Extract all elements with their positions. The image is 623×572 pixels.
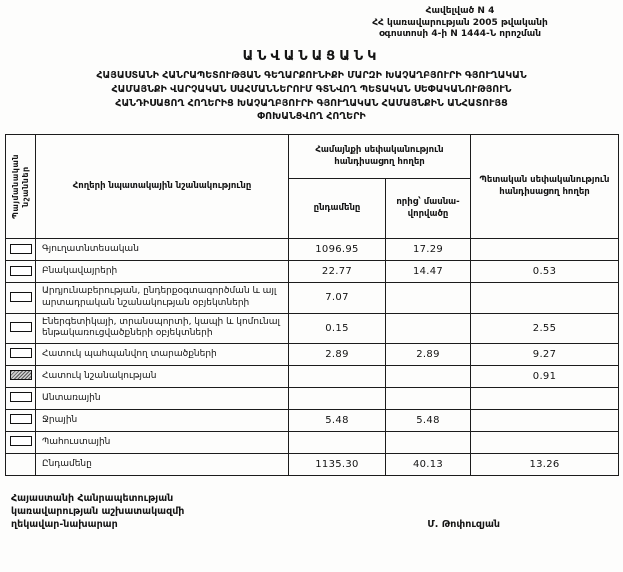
value-state-owned [471, 431, 619, 453]
appendix-line-1: Հավելված N 4 [425, 6, 495, 16]
legend-cell [6, 409, 36, 431]
value-state-owned [471, 283, 619, 313]
value-state-owned: 0.91 [471, 365, 619, 387]
legend-box-icon [10, 292, 32, 302]
subtitle-line: ՀԱՆԴԻՍԱՑՈՂ ՀՈՂԵՐԻՑ ԽԱՉԱՂԲՅՈՒՐԻ ԳՅՈՒՂԱԿԱՆ ՀԱՄԱՅՆՔԻՆ ԱՆՀԱՏՈՒՅՑ [115, 97, 508, 109]
legend-box-icon [10, 322, 32, 332]
value-state-owned: 0.53 [471, 261, 619, 283]
table-row [6, 239, 619, 261]
value-community-total [289, 431, 386, 453]
table-row [6, 343, 619, 365]
column-header-state: Պետական սեփականություն հանդիսացող հողեր [471, 135, 619, 239]
land-category-label: Բնակավայրերի [36, 261, 289, 283]
table-row [6, 283, 619, 313]
value-privatized: 40.13 [386, 453, 471, 475]
value-community-total: 7.07 [289, 283, 386, 313]
column-header-community-group: Համայնքի սեփականություն հանդիսացող հողեր [289, 135, 471, 179]
value-state-owned: 13.26 [471, 453, 619, 475]
table-row [6, 261, 619, 283]
land-category-label: Գյուղատնտեսական [36, 239, 289, 261]
column-header-total: ընդամենը [289, 179, 386, 239]
value-state-owned: 2.55 [471, 313, 619, 343]
legend-cell [6, 387, 36, 409]
value-privatized: 14.47 [386, 261, 471, 283]
appendix-line-3: օգոստոսի 4-ի N 1444-Ն որոշման [378, 29, 542, 40]
value-community-total: 1135.30 [289, 453, 386, 475]
column-header-legend [6, 135, 36, 239]
legend-cell [6, 261, 36, 283]
subtitle-line: ՀԱՄԱՅՆՔԻ ՎԱՐՉԱԿԱՆ ՍԱՀՄԱՆՆԵՐՈՒՄ ԳՏՆՎՈՂ ՊԵՏԱԿԱՆ ՍԵՓԱԿԱՆՈՒԹՅՈՒՆ [111, 83, 512, 95]
legend-cell [6, 343, 36, 365]
legend-cell [6, 431, 36, 453]
appendix-line-2: ՀՀ կառավարության 2005 թվականի [372, 17, 548, 28]
value-community-total: 2.89 [289, 343, 386, 365]
value-community-total: 1096.95 [289, 239, 386, 261]
table-row [6, 453, 619, 475]
signatory-title-line: կառավարության աշխատակազմի [11, 506, 185, 518]
signatory-title [11, 492, 184, 532]
table-header [6, 135, 619, 239]
value-community-total: 0.15 [289, 313, 386, 343]
value-community-total: 5.48 [289, 409, 386, 431]
legend-box-icon [10, 436, 32, 446]
land-category-label: Էներգետիկայի, տրանսպորտի, կապի և կոմունալ ենթակառուցվածքների օբյեկտների [36, 313, 289, 343]
value-privatized [386, 283, 471, 313]
signatory-title-line: ղեկավար-նախարար [11, 519, 118, 531]
column-header-purpose: Հողերի նպատակային նշանակությունը [36, 135, 289, 239]
land-category-label: Ջրային [36, 409, 289, 431]
table-body [6, 239, 619, 476]
signatory-name: Մ. Թոփուզյան [427, 519, 500, 531]
column-header-privatized: որից՝ մասնա-վորվածը [386, 179, 471, 239]
land-category-label: Ընդամենը [36, 453, 289, 475]
value-privatized: 2.89 [386, 343, 471, 365]
appendix-header [310, 6, 610, 41]
value-community-total [289, 365, 386, 387]
legend-box-icon [10, 348, 32, 358]
value-community-total: 22.77 [289, 261, 386, 283]
legend-box-icon [10, 244, 32, 254]
table-row [6, 431, 619, 453]
table-row [6, 313, 619, 343]
table-row [6, 387, 619, 409]
signature-block [5, 492, 618, 532]
value-privatized [386, 365, 471, 387]
legend-box-icon [10, 266, 32, 276]
land-category-label: Հատուկ պահպանվող տարածքների [36, 343, 289, 365]
value-privatized: 5.48 [386, 409, 471, 431]
table-row [6, 409, 619, 431]
document-subtitle [5, 69, 618, 124]
value-privatized: 17.29 [386, 239, 471, 261]
subtitle-line: ՀԱՅԱՍՏԱՆԻ ՀԱՆՐԱՊԵՏՈՒԹՅԱՆ ԳԵՂԱՐՔՈՒՆԻՔԻ ՄԱՐԶԻ ԽԱՉԱՂԲՅՈՒՐԻ ԳՅՈՒՂԱԿԱՆ [96, 70, 527, 82]
land-transfer-table [5, 134, 619, 476]
value-privatized [386, 313, 471, 343]
legend-cell [6, 365, 36, 387]
table-row [6, 365, 619, 387]
value-state-owned [471, 239, 619, 261]
legend-box-hatched-icon [10, 370, 32, 380]
value-community-total [289, 387, 386, 409]
value-state-owned [471, 409, 619, 431]
legend-box-icon [10, 414, 32, 424]
legend-box-icon [10, 392, 32, 402]
land-category-label: Պահուստային [36, 431, 289, 453]
document-title: ԱՆՎԱՆԱՑԱՆԿ [242, 49, 381, 65]
legend-cell [6, 313, 36, 343]
subtitle-line: ՓՈԽԱՆՑՎՈՂ ՀՈՂԵՐԻ [257, 111, 366, 123]
legend-cell [6, 239, 36, 261]
value-state-owned [471, 387, 619, 409]
land-category-label: Արդյունաբերության, ընդերքօգտագործման և այլ արտադրական նշանակության օբյեկտների [36, 283, 289, 313]
signatory-title-line: Հայաստանի Հանրապետության [11, 492, 174, 504]
legend-column-vertical-label: Պայմանական նշաններ [10, 154, 30, 220]
value-privatized [386, 387, 471, 409]
land-category-label: Անտառային [36, 387, 289, 409]
value-privatized [386, 431, 471, 453]
land-category-label: Հատուկ նշանակության [36, 365, 289, 387]
legend-cell [6, 453, 36, 475]
legend-cell [6, 283, 36, 313]
value-state-owned: 9.27 [471, 343, 619, 365]
